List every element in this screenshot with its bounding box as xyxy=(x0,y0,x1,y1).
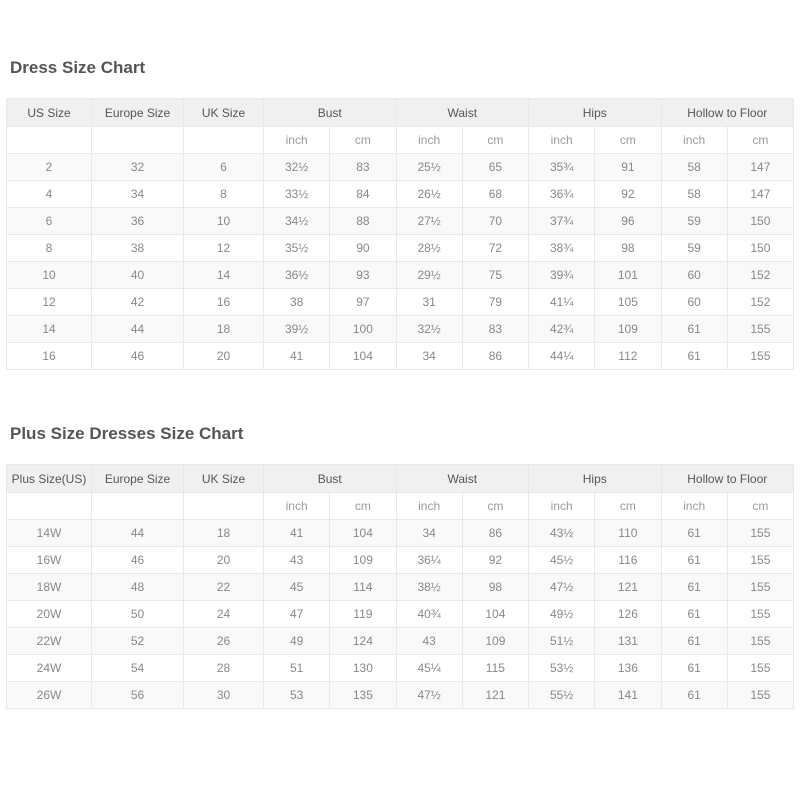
table-cell: 97 xyxy=(330,289,396,316)
table-cell: 12 xyxy=(184,235,264,262)
table-cell: 34 xyxy=(396,520,462,547)
table-cell: 84 xyxy=(330,181,396,208)
table-cell: 33½ xyxy=(264,181,330,208)
table-cell: 40 xyxy=(92,262,184,289)
table-cell: 10 xyxy=(184,208,264,235)
table-cell: 22W xyxy=(7,628,92,655)
table-cell: 44 xyxy=(92,316,184,343)
table-cell: 155 xyxy=(727,316,793,343)
table-cell: 38 xyxy=(92,235,184,262)
table-cell: 40¾ xyxy=(396,601,462,628)
table-cell: 100 xyxy=(330,316,396,343)
table-cell: 61 xyxy=(661,520,727,547)
table-cell: 147 xyxy=(727,154,793,181)
table-cell: 116 xyxy=(595,547,661,574)
table-cell: 131 xyxy=(595,628,661,655)
table-cell: 109 xyxy=(330,547,396,574)
table-cell: 98 xyxy=(595,235,661,262)
table-cell: 70 xyxy=(462,208,528,235)
table-cell: 88 xyxy=(330,208,396,235)
table-cell: 152 xyxy=(727,289,793,316)
table-cell: 2 xyxy=(7,154,92,181)
table-cell: 54 xyxy=(92,655,184,682)
table-cell: 98 xyxy=(462,574,528,601)
table-cell: 115 xyxy=(462,655,528,682)
unit-label-inch: inch xyxy=(529,127,595,154)
table-cell: 41 xyxy=(264,343,330,370)
unit-spacer-cell xyxy=(92,493,184,520)
table-cell: 45½ xyxy=(529,547,595,574)
table-row xyxy=(7,574,794,601)
unit-spacer-cell xyxy=(184,493,264,520)
table-cell: 130 xyxy=(330,655,396,682)
table-cell: 32½ xyxy=(264,154,330,181)
table-cell: 43 xyxy=(396,628,462,655)
table-cell: 43 xyxy=(264,547,330,574)
table-cell: 22 xyxy=(184,574,264,601)
col-header-hollow-to-floor: Hollow to Floor xyxy=(661,465,794,493)
table-cell: 36 xyxy=(92,208,184,235)
table-cell: 6 xyxy=(184,154,264,181)
table-cell: 8 xyxy=(184,181,264,208)
table-cell: 35½ xyxy=(264,235,330,262)
unit-row xyxy=(7,127,794,154)
table-cell: 86 xyxy=(462,343,528,370)
table-cell: 60 xyxy=(661,262,727,289)
table-cell: 75 xyxy=(462,262,528,289)
table-cell: 48 xyxy=(92,574,184,601)
table-cell: 150 xyxy=(727,208,793,235)
table-cell: 39¾ xyxy=(529,262,595,289)
table-cell: 16 xyxy=(7,343,92,370)
unit-label-inch: inch xyxy=(529,493,595,520)
table-cell: 27½ xyxy=(396,208,462,235)
table-cell: 12 xyxy=(7,289,92,316)
table-cell: 14 xyxy=(184,262,264,289)
table-cell: 51 xyxy=(264,655,330,682)
table-cell: 14 xyxy=(7,316,92,343)
table-cell: 61 xyxy=(661,628,727,655)
table-cell: 79 xyxy=(462,289,528,316)
table-row xyxy=(7,520,794,547)
col-header-waist: Waist xyxy=(396,99,529,127)
table-cell: 26½ xyxy=(396,181,462,208)
table-row xyxy=(7,682,794,709)
table-cell: 104 xyxy=(330,520,396,547)
table-cell: 37¾ xyxy=(529,208,595,235)
table-cell: 155 xyxy=(727,574,793,601)
table-cell: 36½ xyxy=(264,262,330,289)
table-cell: 36¾ xyxy=(529,181,595,208)
table-cell: 155 xyxy=(727,547,793,574)
table-cell: 61 xyxy=(661,682,727,709)
unit-label-cm: cm xyxy=(595,127,661,154)
table-cell: 109 xyxy=(462,628,528,655)
table-cell: 34½ xyxy=(264,208,330,235)
table-cell: 41 xyxy=(264,520,330,547)
table-cell: 155 xyxy=(727,343,793,370)
col-header-uk-size: UK Size xyxy=(184,465,264,493)
col-header-uk-size: UK Size xyxy=(184,99,264,127)
col-header-us-size: US Size xyxy=(7,99,92,127)
table-cell: 35¾ xyxy=(529,154,595,181)
table-cell: 26 xyxy=(184,628,264,655)
table-cell: 155 xyxy=(727,601,793,628)
table-cell: 104 xyxy=(462,601,528,628)
col-header-bust: Bust xyxy=(264,465,397,493)
plus-size-table xyxy=(6,464,794,709)
table-cell: 109 xyxy=(595,316,661,343)
table-row xyxy=(7,547,794,574)
table-cell: 45 xyxy=(264,574,330,601)
table-cell: 53 xyxy=(264,682,330,709)
table-cell: 61 xyxy=(661,343,727,370)
table-cell: 34 xyxy=(396,343,462,370)
table-cell: 18 xyxy=(184,316,264,343)
table-cell: 59 xyxy=(661,235,727,262)
table-cell: 147 xyxy=(727,181,793,208)
col-header-europe-size: Europe Size xyxy=(92,99,184,127)
table-cell: 29½ xyxy=(396,262,462,289)
header-row xyxy=(7,465,794,493)
table-cell: 20W xyxy=(7,601,92,628)
dress-size-table xyxy=(6,98,794,370)
table-cell: 44 xyxy=(92,520,184,547)
table-cell: 61 xyxy=(661,547,727,574)
table-cell: 52 xyxy=(92,628,184,655)
table-cell: 58 xyxy=(661,154,727,181)
table-row xyxy=(7,343,794,370)
table-cell: 135 xyxy=(330,682,396,709)
table-cell: 101 xyxy=(595,262,661,289)
table-cell: 42 xyxy=(92,289,184,316)
table-cell: 55½ xyxy=(529,682,595,709)
unit-spacer-cell xyxy=(7,493,92,520)
table-cell: 31 xyxy=(396,289,462,316)
table-cell: 44¼ xyxy=(529,343,595,370)
table-cell: 4 xyxy=(7,181,92,208)
table-cell: 90 xyxy=(330,235,396,262)
table-row xyxy=(7,628,794,655)
unit-label-cm: cm xyxy=(727,493,793,520)
table-cell: 60 xyxy=(661,289,727,316)
table-cell: 119 xyxy=(330,601,396,628)
table-cell: 6 xyxy=(7,208,92,235)
unit-label-inch: inch xyxy=(264,127,330,154)
table-cell: 46 xyxy=(92,343,184,370)
table-row xyxy=(7,316,794,343)
col-header-hips: Hips xyxy=(529,99,662,127)
table-cell: 34 xyxy=(92,181,184,208)
table-cell: 46 xyxy=(92,547,184,574)
table-cell: 126 xyxy=(595,601,661,628)
table-cell: 16 xyxy=(184,289,264,316)
col-header-waist: Waist xyxy=(396,465,529,493)
unit-label-cm: cm xyxy=(330,127,396,154)
table-cell: 61 xyxy=(661,574,727,601)
table-cell: 8 xyxy=(7,235,92,262)
table-cell: 104 xyxy=(330,343,396,370)
table-cell: 18 xyxy=(184,520,264,547)
table-cell: 155 xyxy=(727,655,793,682)
table-cell: 92 xyxy=(462,547,528,574)
table-cell: 150 xyxy=(727,235,793,262)
plus-size-table-body xyxy=(7,520,794,709)
unit-label-cm: cm xyxy=(727,127,793,154)
table-cell: 14W xyxy=(7,520,92,547)
table-cell: 28½ xyxy=(396,235,462,262)
table-row xyxy=(7,235,794,262)
table-cell: 155 xyxy=(727,628,793,655)
table-cell: 86 xyxy=(462,520,528,547)
unit-spacer-cell xyxy=(7,127,92,154)
table-row xyxy=(7,601,794,628)
table-cell: 110 xyxy=(595,520,661,547)
table-cell: 25½ xyxy=(396,154,462,181)
table-cell: 83 xyxy=(462,316,528,343)
table-cell: 20 xyxy=(184,343,264,370)
table-cell: 58 xyxy=(661,181,727,208)
table-cell: 43½ xyxy=(529,520,595,547)
col-header-plus-size-us: Plus Size(US) xyxy=(7,465,92,493)
table-cell: 30 xyxy=(184,682,264,709)
unit-spacer-cell xyxy=(184,127,264,154)
table-cell: 26W xyxy=(7,682,92,709)
table-cell: 124 xyxy=(330,628,396,655)
dress-size-chart-title: Dress Size Chart xyxy=(10,58,146,77)
table-cell: 121 xyxy=(462,682,528,709)
unit-label-inch: inch xyxy=(396,127,462,154)
table-cell: 47½ xyxy=(396,682,462,709)
table-cell: 68 xyxy=(462,181,528,208)
col-header-hips: Hips xyxy=(529,465,662,493)
table-cell: 16W xyxy=(7,547,92,574)
table-row xyxy=(7,208,794,235)
unit-label-cm: cm xyxy=(595,493,661,520)
table-cell: 38 xyxy=(264,289,330,316)
table-cell: 61 xyxy=(661,601,727,628)
table-cell: 10 xyxy=(7,262,92,289)
table-cell: 155 xyxy=(727,682,793,709)
table-cell: 18W xyxy=(7,574,92,601)
table-cell: 38½ xyxy=(396,574,462,601)
unit-label-cm: cm xyxy=(330,493,396,520)
table-cell: 136 xyxy=(595,655,661,682)
table-cell: 36¼ xyxy=(396,547,462,574)
table-cell: 114 xyxy=(330,574,396,601)
table-cell: 51½ xyxy=(529,628,595,655)
dress-size-table-body xyxy=(7,154,794,370)
unit-label-cm: cm xyxy=(462,127,528,154)
table-cell: 105 xyxy=(595,289,661,316)
table-cell: 56 xyxy=(92,682,184,709)
table-cell: 41¼ xyxy=(529,289,595,316)
table-cell: 155 xyxy=(727,520,793,547)
table-row xyxy=(7,289,794,316)
table-cell: 47½ xyxy=(529,574,595,601)
unit-label-inch: inch xyxy=(264,493,330,520)
table-cell: 42¾ xyxy=(529,316,595,343)
table-cell: 45¼ xyxy=(396,655,462,682)
table-row xyxy=(7,262,794,289)
table-cell: 53½ xyxy=(529,655,595,682)
col-header-hollow-to-floor: Hollow to Floor xyxy=(661,99,794,127)
col-header-europe-size: Europe Size xyxy=(92,465,184,493)
table-cell: 61 xyxy=(661,316,727,343)
table-row xyxy=(7,154,794,181)
table-cell: 38¾ xyxy=(529,235,595,262)
table-cell: 96 xyxy=(595,208,661,235)
unit-label-inch: inch xyxy=(661,127,727,154)
table-cell: 49 xyxy=(264,628,330,655)
table-cell: 92 xyxy=(595,181,661,208)
table-cell: 50 xyxy=(92,601,184,628)
table-row xyxy=(7,655,794,682)
unit-row xyxy=(7,493,794,520)
table-cell: 32 xyxy=(92,154,184,181)
table-cell: 91 xyxy=(595,154,661,181)
table-cell: 152 xyxy=(727,262,793,289)
table-cell: 24 xyxy=(184,601,264,628)
header-row xyxy=(7,99,794,127)
table-cell: 93 xyxy=(330,262,396,289)
col-header-bust: Bust xyxy=(264,99,397,127)
unit-label-inch: inch xyxy=(661,493,727,520)
table-cell: 72 xyxy=(462,235,528,262)
table-cell: 20 xyxy=(184,547,264,574)
table-cell: 61 xyxy=(661,655,727,682)
table-cell: 83 xyxy=(330,154,396,181)
table-cell: 65 xyxy=(462,154,528,181)
unit-label-inch: inch xyxy=(396,493,462,520)
plus-size-chart-title: Plus Size Dresses Size Chart xyxy=(10,424,244,443)
table-cell: 28 xyxy=(184,655,264,682)
table-cell: 49½ xyxy=(529,601,595,628)
table-cell: 59 xyxy=(661,208,727,235)
table-row xyxy=(7,181,794,208)
unit-label-cm: cm xyxy=(462,493,528,520)
table-cell: 39½ xyxy=(264,316,330,343)
table-cell: 32½ xyxy=(396,316,462,343)
table-cell: 121 xyxy=(595,574,661,601)
table-cell: 47 xyxy=(264,601,330,628)
table-cell: 24W xyxy=(7,655,92,682)
table-cell: 141 xyxy=(595,682,661,709)
unit-spacer-cell xyxy=(92,127,184,154)
table-cell: 112 xyxy=(595,343,661,370)
